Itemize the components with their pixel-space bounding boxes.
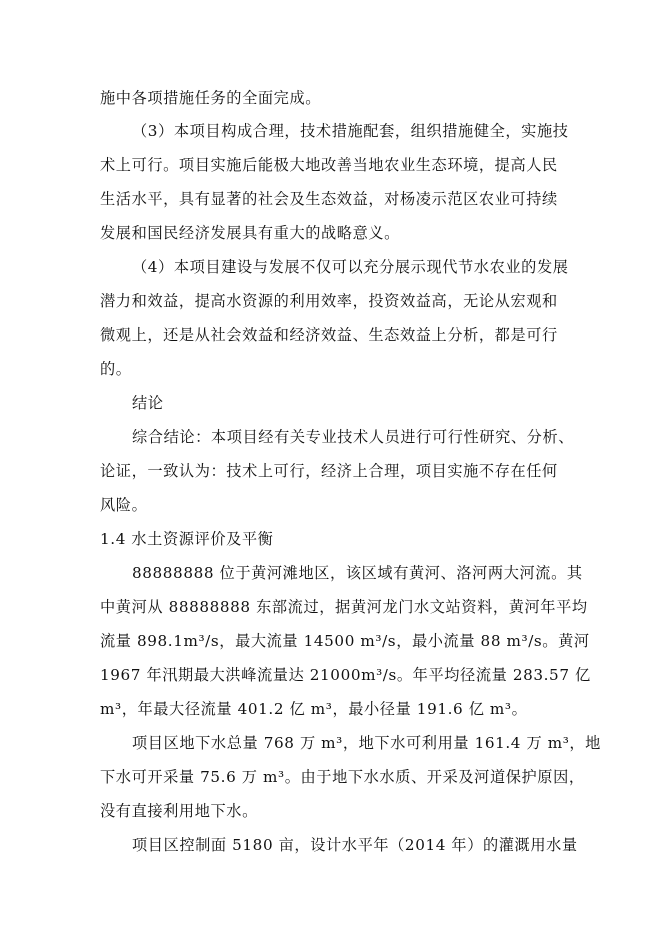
water-paragraph-1-line-5: m³，年最大径流量 401.2 亿 m³，最小径量 191.6 亿 m³。 bbox=[100, 700, 528, 718]
water-paragraph-2-line-3: 没有直接利用地下水。 bbox=[100, 802, 258, 820]
conclusion-line-1: 综合结论：本项目经有关专业技术人员进行可行性研究、分析、 bbox=[132, 428, 575, 446]
section-heading-1-4: 1.4 水土资源评价及平衡 bbox=[100, 530, 274, 548]
water-paragraph-2-line-2: 下水可开采量 75.6 万 m³。由于地下水水质、开采及河道保护原因， bbox=[100, 768, 585, 786]
paragraph-4-line-2: 潜力和效益，提高水资源的利用效率，投资效益高，无论从宏观和 bbox=[100, 292, 558, 310]
water-paragraph-2-line-1: 项目区地下水总量 768 万 m³，地下水可利用量 161.4 万 m³，地 bbox=[132, 734, 601, 752]
water-paragraph-1-line-4: 1967 年汛期最大洪峰流量达 21000m³/s。年平均径流量 283.57 亿 bbox=[100, 666, 591, 684]
water-paragraph-1-line-3: 流量 898.1m³/s，最大流量 14500 m³/s，最小流量 88 m³/s。黄河 bbox=[100, 632, 590, 650]
water-paragraph-3-line-1: 项目区控制面 5180 亩，设计水平年（2014 年）的灌溉用水量 bbox=[132, 836, 578, 854]
conclusion-line-3: 风险。 bbox=[100, 496, 148, 514]
paragraph-4-line-3: 微观上，还是从社会效益和经济效益、生态效益上分析，都是可行 bbox=[100, 326, 558, 344]
paragraph-4-line-4: 的。 bbox=[100, 360, 132, 378]
paragraph-4-line-1: （4）本项目建设与发展不仅可以充分展示现代节水农业的发展 bbox=[132, 258, 569, 276]
conclusion-line-2: 论证，一致认为：技术上可行，经济上合理，项目实施不存在任何 bbox=[100, 462, 558, 480]
paragraph-3-line-1: （3）本项目构成合理，技术措施配套，组织措施健全，实施技 bbox=[132, 122, 569, 140]
heading-conclusion: 结论 bbox=[132, 394, 164, 412]
water-paragraph-1-line-1: 88888888 位于黄河滩地区，该区域有黄河、洛河两大河流。其 bbox=[132, 564, 583, 582]
paragraph-3-line-2: 术上可行。项目实施后能极大地改善当地农业生态环境，提高人民 bbox=[100, 156, 558, 174]
paragraph-3-line-3: 生活水平，具有显著的社会及生态效益，对杨凌示范区农业可持续 bbox=[100, 190, 558, 208]
paragraph-3-line-4: 发展和国民经济发展具有重大的战略意义。 bbox=[100, 224, 400, 242]
paragraph-continuation-line-1: 施中各项措施任务的全面完成。 bbox=[100, 89, 322, 107]
water-paragraph-1-line-2: 中黄河从 88888888 东部流过，据黄河龙门水文站资料，黄河年平均 bbox=[100, 598, 588, 616]
